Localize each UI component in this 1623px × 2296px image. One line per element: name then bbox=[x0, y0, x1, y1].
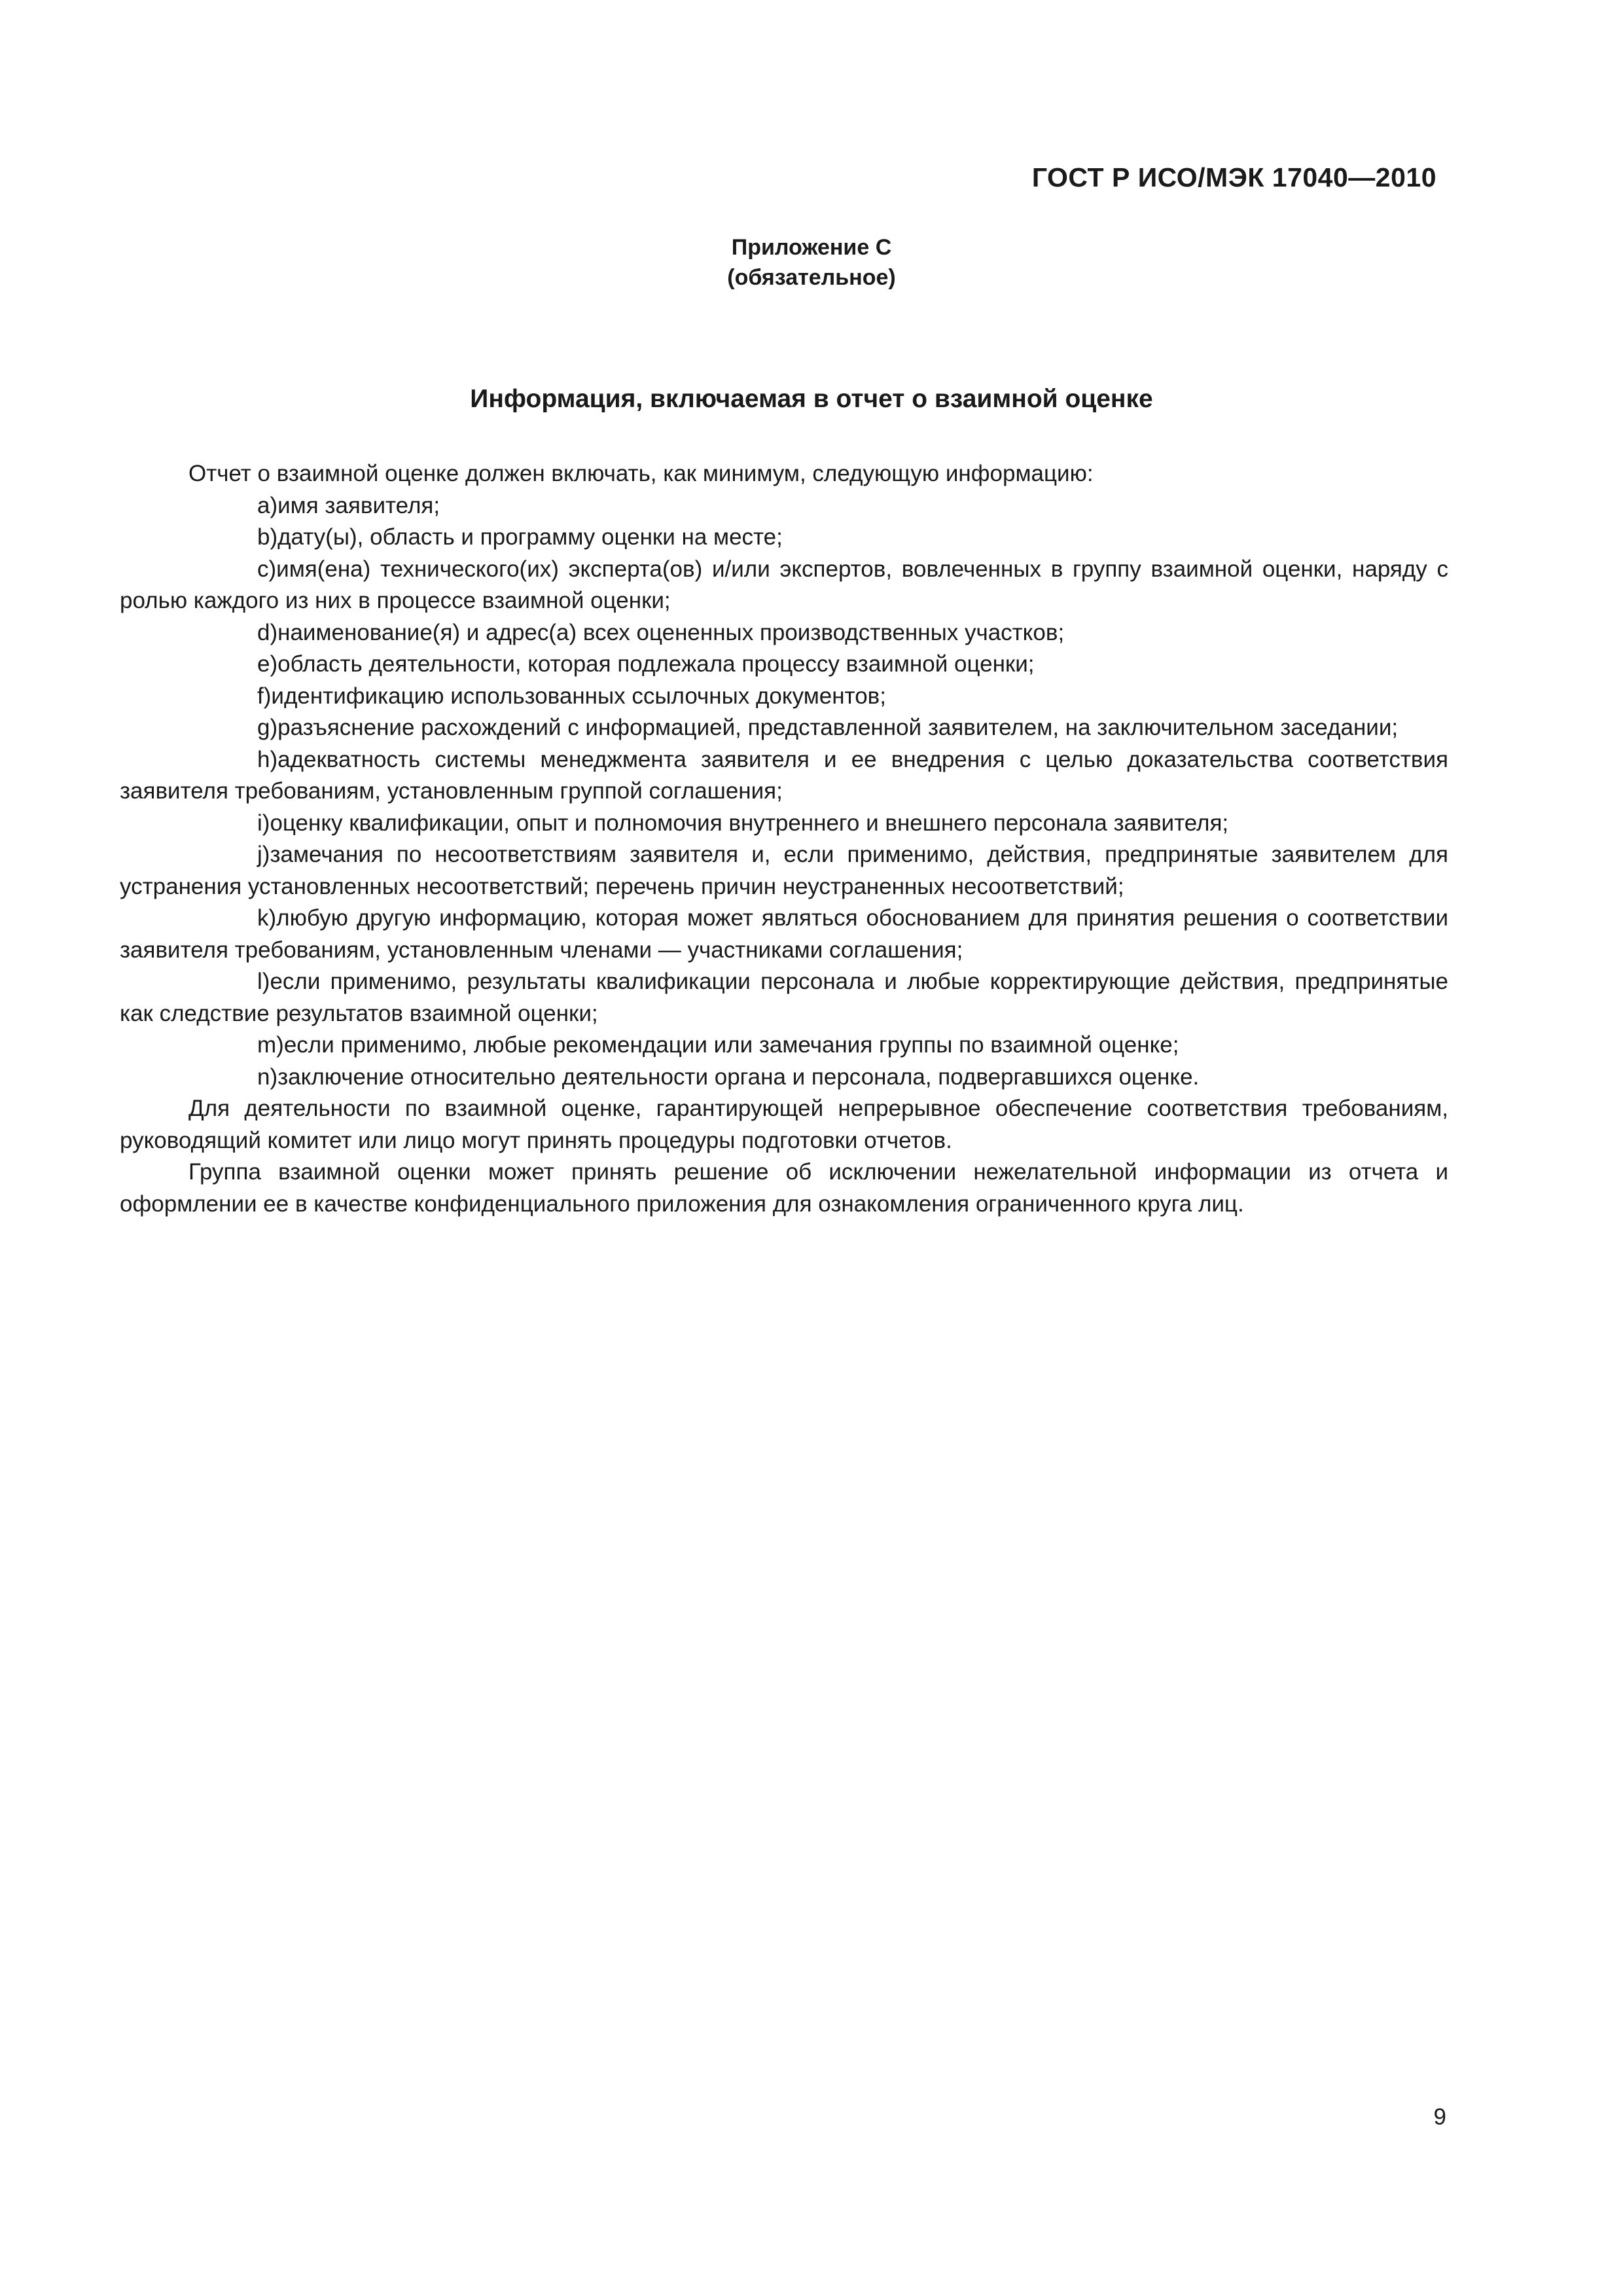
list-item bbox=[120, 490, 1448, 522]
list-item-text: наименование(я) и адрес(а) всех оцененных производственных участков; bbox=[277, 619, 1065, 645]
list-item bbox=[120, 903, 1448, 966]
list-item-letter: e) bbox=[257, 651, 278, 677]
body-paragraph: Для деятельности по взаимной оценке, гарантирующей непрерывное обеспечение соответствия требованиям, руководящий комитет или лицо могут принять процедуры подготовки отчетов. bbox=[120, 1096, 1448, 1153]
list-item-text: идентификацию использованных ссылочных документов; bbox=[271, 683, 886, 709]
list-item-text: разъяснение расхождений с информацией, представленной заявителем, на заключительном заседании; bbox=[277, 715, 1399, 740]
list-item-letter: c) bbox=[257, 556, 277, 582]
list-item-letter: b) bbox=[257, 524, 278, 550]
list-item-text: дату(ы), область и программу оценки на месте; bbox=[277, 524, 783, 550]
list-item bbox=[120, 744, 1448, 808]
list-item bbox=[120, 681, 1448, 713]
list-item-letter: k) bbox=[257, 905, 277, 931]
list-item-text: если применимо, результаты квалификации персонала и любые корректирующие действия, предпринятые как следствие результатов взаимной оценки; bbox=[120, 969, 1448, 1026]
list-item bbox=[120, 649, 1448, 681]
list-item-letter: j) bbox=[257, 842, 270, 867]
list-item-text: имя заявителя; bbox=[277, 492, 440, 518]
list-item bbox=[120, 839, 1448, 903]
list-item bbox=[120, 554, 1448, 617]
list-item bbox=[120, 1030, 1448, 1062]
list-item-letter: h) bbox=[257, 746, 278, 772]
list-item-letter: d) bbox=[257, 619, 278, 645]
body-text bbox=[120, 458, 1448, 1220]
section-title: Информация, включаемая в отчет о взаимной оценке bbox=[470, 385, 1153, 413]
list-item-text: оценку квалификации, опыт и полномочия внутреннего и внешнего персонала заявителя; bbox=[270, 810, 1229, 836]
list-item-letter: l) bbox=[257, 969, 270, 994]
list-item-letter: f) bbox=[257, 683, 272, 709]
list-item bbox=[120, 966, 1448, 1030]
annex-status: (обязательное) bbox=[727, 265, 896, 290]
list-item-letter: m) bbox=[257, 1032, 284, 1058]
list-item bbox=[120, 522, 1448, 554]
list-item-text: заключение относительно деятельности органа и персонала, подвергавшихся оценке. bbox=[277, 1064, 1200, 1090]
body-paragraph: Группа взаимной оценки может принять решение об исключении нежелательной информации из отчета и оформлении ее в качестве конфиденциального приложения для ознакомления ограниченного круга лиц. bbox=[120, 1159, 1448, 1217]
list-item-letter: g) bbox=[257, 715, 278, 740]
list-item-letter: a) bbox=[257, 492, 278, 518]
list-item-text: если применимо, любые рекомендации или замечания группы по взаимной оценке; bbox=[283, 1032, 1179, 1058]
list-item-text: замечания по несоответствиям заявителя и, если применимо, действия, предпринятые заявителем для устранения установленных несоответствий; перечень причин неустраненных несоответствий; bbox=[120, 842, 1448, 899]
list-item-text: адекватность системы менеджмента заявителя и ее внедрения с целью доказательства соответствия заявителя требованиям, установленным группой соглашения; bbox=[120, 746, 1448, 804]
list-item bbox=[120, 1062, 1448, 1094]
list-item-text: имя(ена) технического(их) эксперта(ов) и/или экспертов, вовлеченных в группу взаимной оценки, наряду с ролью каждого из них в процессе взаимной оценки; bbox=[120, 556, 1448, 613]
list-item bbox=[120, 617, 1448, 649]
annex-title: Приложение С bbox=[731, 235, 892, 260]
page-number: 9 bbox=[1433, 2104, 1446, 2130]
list-item-letter: i) bbox=[257, 810, 270, 836]
list-item-letter: n) bbox=[257, 1064, 278, 1090]
standard-number: ГОСТ Р ИСО/МЭК 17040—2010 bbox=[1031, 162, 1436, 192]
list-item bbox=[120, 712, 1448, 744]
list-item-text: область деятельности, которая подлежала процессу взаимной оценки; bbox=[277, 651, 1035, 677]
list-item-text: любую другую информацию, которая может являться обоснованием для принятия решения о соответствии заявителя требованиям, установленным членами — участниками соглашения; bbox=[120, 905, 1448, 963]
annex-heading bbox=[0, 232, 1623, 293]
list-item bbox=[120, 808, 1448, 840]
intro-paragraph: Отчет о взаимной оценке должен включать, как минимум, следующую информацию: bbox=[188, 461, 1094, 486]
